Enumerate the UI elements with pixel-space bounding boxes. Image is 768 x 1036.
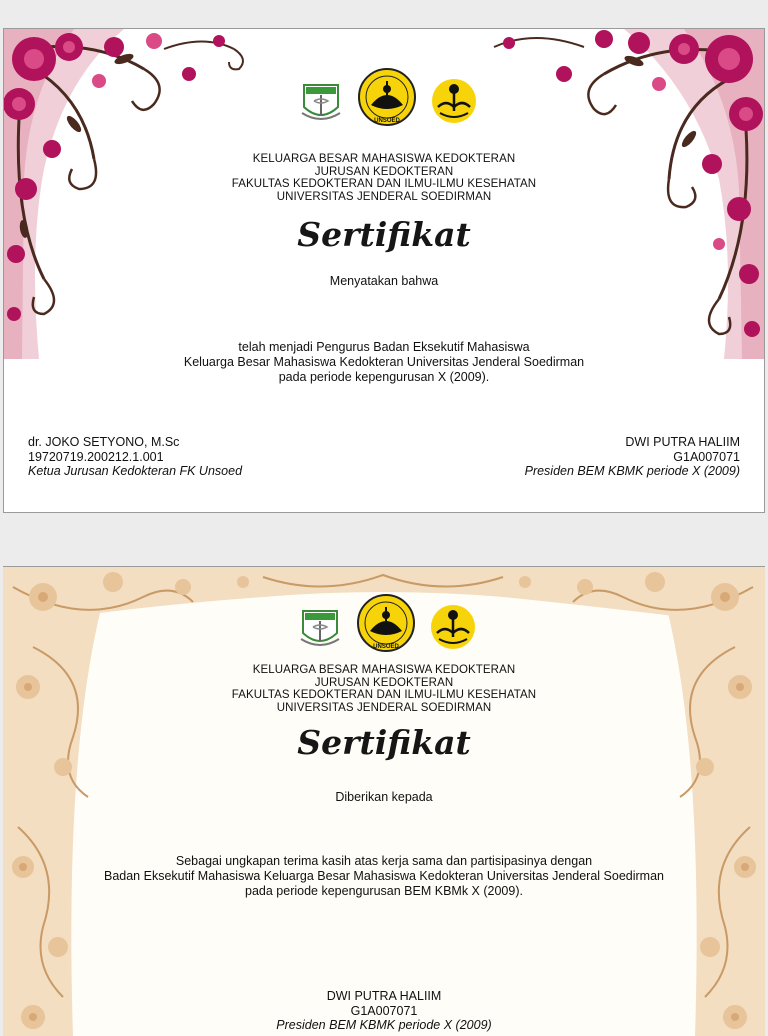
signatory-role: Presiden BEM KBMK periode X (2009): [276, 1018, 492, 1032]
header-line: FAKULTAS KEDOKTERAN DAN ILMU-ILMU KESEHATAN: [231, 689, 537, 701]
certificate-body: [3, 854, 765, 899]
signatory-role: Ketua Jurusan Kedokteran FK Unsoed: [28, 464, 243, 478]
faculty-emblem-logo: [430, 77, 478, 125]
logo-row: [4, 67, 764, 129]
header-line: KELUARGA BESAR MAHASISWA KEDOKTERAN: [252, 153, 516, 165]
seal-text: UNSOED: [373, 644, 399, 650]
header-line: FAKULTAS KEDOKTERAN DAN ILMU-ILMU KESEHATAN: [231, 178, 537, 190]
header-line: JURUSAN KEDOKTERAN: [314, 676, 454, 689]
body-line: pada periode kepengurusan BEM KBMk X (2009).: [245, 884, 523, 898]
faculty-emblem-logo: [429, 603, 477, 651]
signatory-role: Presiden BEM KBMK periode X (2009): [524, 464, 740, 478]
signatory-id: G1A007071: [350, 1003, 418, 1018]
unsoed-seal-logo: [356, 593, 416, 653]
body-line: telah menjadi Pengurus Badan Eksekutif Mahasiswa: [238, 340, 530, 354]
body-line: Keluarga Besar Mahasiswa Kedokteran Universitas Jenderal Soedirman: [183, 355, 585, 369]
header-line: JURUSAN KEDOKTERAN: [314, 165, 454, 178]
certificate-1: [3, 28, 765, 513]
certificate-intro: Menyatakan bahwa: [329, 274, 439, 288]
certificate-title: Sertifikat: [297, 215, 471, 254]
header-line: UNIVERSITAS JENDERAL SOEDIRMAN: [276, 190, 492, 203]
kbmk-logo: [298, 79, 344, 125]
header-line: UNIVERSITAS JENDERAL SOEDIRMAN: [276, 701, 492, 714]
signatory-name: DWI PUTRA HALIIM: [625, 435, 740, 449]
body-line: Sebagai ungkapan terima kasih atas kerja sama dan partisipasinya dengan: [175, 854, 593, 868]
certificate-title: Sertifikat: [297, 723, 471, 762]
seal-text: UNSOED: [374, 118, 400, 124]
certificate-body: [4, 340, 764, 385]
signatory-left: [28, 435, 242, 479]
unsoed-seal-logo: [357, 67, 417, 127]
body-line: Badan Eksekutif Mahasiswa Keluarga Besar Mahasiswa Kedokteran Universitas Jenderal Soedirman: [103, 869, 664, 883]
signatory-id: 19720719.200212.1.001: [28, 449, 164, 464]
body-line: pada periode kepengurusan X (2009).: [278, 370, 490, 384]
signatory-id: G1A007071: [673, 449, 740, 464]
signatory-right: [525, 435, 740, 479]
signatory-name: dr. JOKO SETYONO, M.Sc: [28, 435, 180, 449]
signatory-center: [3, 989, 765, 1033]
logo-row: [3, 593, 765, 655]
certificate-intro: Diberikan kepada: [335, 790, 433, 804]
certificate-2: [3, 566, 765, 1036]
kbmk-logo: [297, 605, 343, 651]
institution-header: [3, 664, 765, 714]
signatory-name: DWI PUTRA HALIIM: [326, 989, 442, 1003]
institution-header: [4, 153, 764, 203]
header-line: KELUARGA BESAR MAHASISWA KEDOKTERAN: [252, 664, 516, 676]
